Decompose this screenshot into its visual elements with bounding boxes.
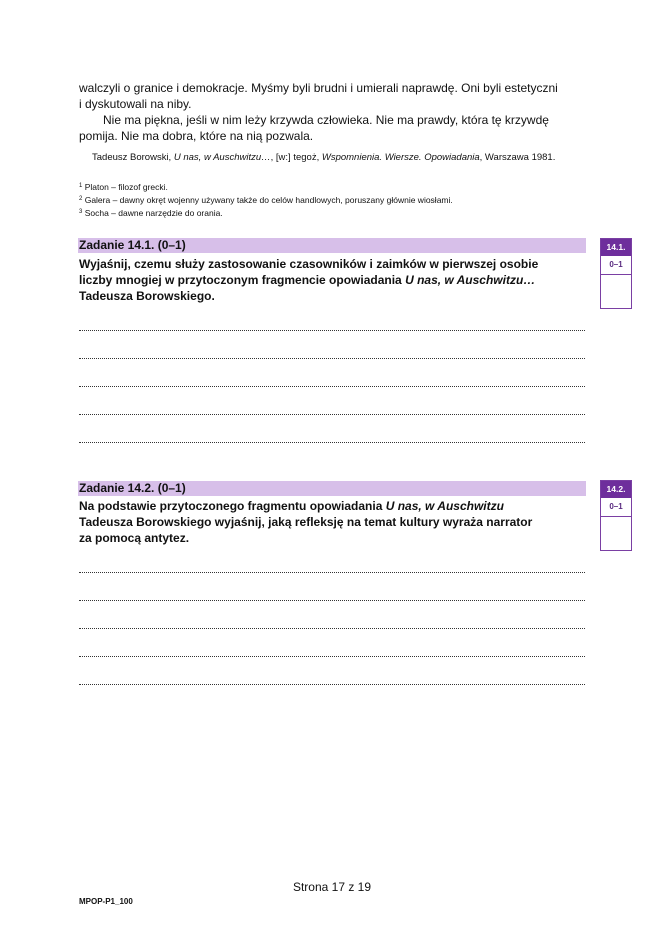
footnote-text: Galera – dawny okręt wojenny używany także do celów handlowych, poruszany głównie wiosłami.	[82, 195, 453, 205]
answer-line[interactable]	[79, 655, 585, 657]
passage-line: pomija. Nie ma dobra, które na nią pozwala.	[79, 129, 314, 143]
footnote-text: Socha – dawne narzędzie do orania.	[82, 208, 223, 218]
task-instruction: za pomocą antytez.	[79, 531, 190, 545]
task-instruction	[79, 272, 579, 288]
footnote-text: Platon – filozof grecki.	[82, 182, 168, 192]
citation-mid: , [w:] tegoż,	[270, 152, 322, 163]
score-box	[600, 480, 632, 551]
footnote-number: 3	[79, 209, 83, 215]
task-instruction: Wyjaśnij, czemu służy zastosowanie czasowników i zaimków w pierwszej osobie	[79, 257, 539, 271]
answer-line[interactable]	[79, 329, 585, 331]
score-box-label: 14.2.	[601, 481, 631, 498]
footnote	[79, 182, 168, 193]
score-box-field[interactable]	[601, 517, 631, 550]
document-code: MPOP-P1_100	[79, 897, 133, 906]
task-instruction: Tadeusza Borowskiego wyjaśnij, jaką refleksję na temat kultury wyraża narrator	[79, 515, 533, 529]
task-instruction: Tadeusza Borowskiego.	[79, 289, 215, 303]
task-header: Zadanie 14.2. (0–1)	[78, 481, 586, 496]
score-box-range: 0–1	[601, 256, 631, 275]
answer-line[interactable]	[79, 571, 585, 573]
answer-line[interactable]	[79, 357, 585, 359]
answer-line[interactable]	[79, 599, 585, 601]
footnote-number: 1	[79, 183, 83, 189]
answer-line[interactable]	[79, 441, 585, 443]
answer-line[interactable]	[79, 413, 585, 415]
footnote	[79, 208, 223, 219]
score-box	[600, 238, 632, 309]
passage-line: i dyskutowali na niby.	[79, 97, 192, 111]
answer-line[interactable]	[79, 385, 585, 387]
task-header: Zadanie 14.1. (0–1)	[78, 238, 586, 253]
source-citation	[92, 152, 555, 164]
task-instruction	[79, 498, 579, 514]
page-number: Strona 17 z 19	[292, 880, 372, 894]
answer-line[interactable]	[79, 683, 585, 685]
score-box-label: 14.1.	[601, 239, 631, 256]
citation-end: , Warszawa 1981.	[479, 152, 556, 163]
task-work-title: U nas, w Auschwitzu…	[405, 273, 536, 287]
score-box-range: 0–1	[601, 498, 631, 517]
task-work-title: U nas, w Auschwitzu	[385, 499, 504, 513]
score-box-field[interactable]	[601, 275, 631, 308]
citation-book: Wspomnienia. Wiersze. Opowiadania	[321, 152, 480, 163]
task-instruction-part: liczby mnogiej w przytoczonym fragmencie opowiadania	[79, 273, 406, 287]
passage-line: walczyli o granice i demokracje. Myśmy byli brudni i umierali naprawdę. Oni byli estetyczni	[79, 81, 558, 95]
footnote	[79, 195, 453, 206]
answer-line[interactable]	[79, 627, 585, 629]
footnote-number: 2	[79, 196, 83, 202]
citation-author: Tadeusz Borowski,	[92, 152, 174, 163]
citation-title: U nas, w Auschwitzu…	[173, 152, 271, 163]
task-instruction-part: Na podstawie przytoczonego fragmentu opowiadania	[79, 499, 386, 513]
passage-line: Nie ma piękna, jeśli w nim leży krzywda człowieka. Nie ma prawdy, która tę krzywdę	[103, 113, 549, 127]
